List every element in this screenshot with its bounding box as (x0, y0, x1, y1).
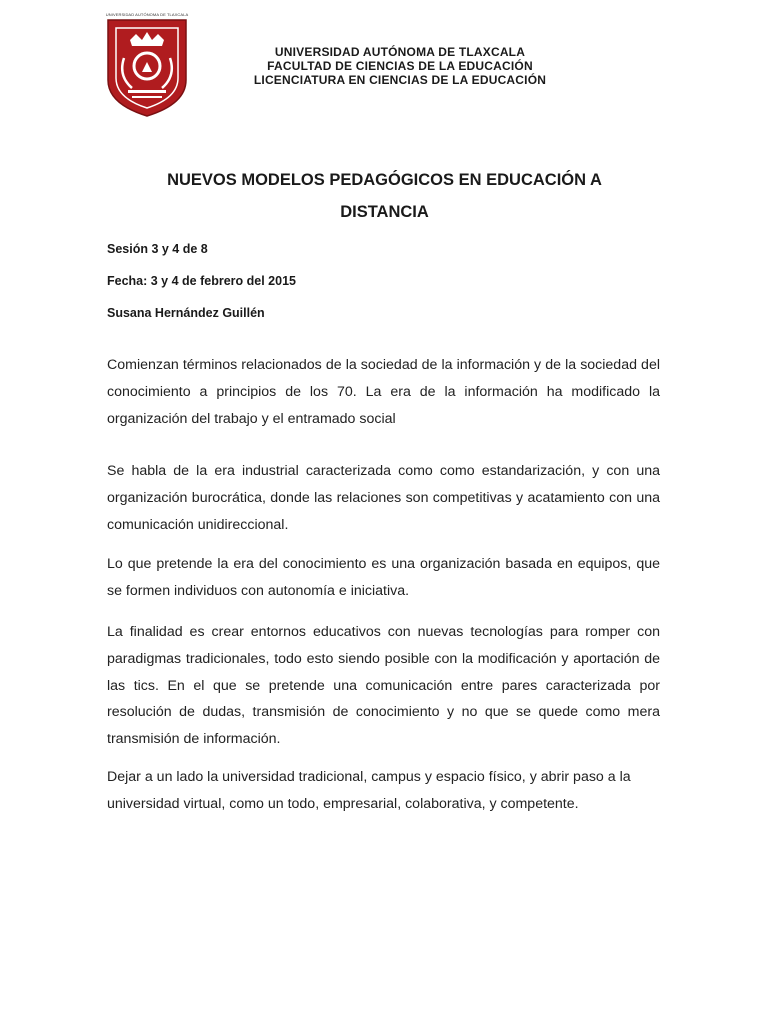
title-line-1: NUEVOS MODELOS PEDAGÓGICOS EN EDUCACIÓN A (167, 171, 602, 189)
paragraph-5: Dejar a un lado la universidad tradicional, campus y espacio físico, y abrir paso a la universidad virtual, como un todo, empresarial, colaborativa, y competente. (107, 769, 631, 812)
paragraph-4: La finalidad es crear entornos educativos con nuevas tecnologías para romper con paradigmas tradicionales, todo esto siendo posible con la modificación y aportación de las tics. En el que se pretende una comunicación entre pares caracterizada por resolución de dudas, transmisión de conocimiento y no que se quede como mera transmisión de información. (107, 624, 660, 748)
author-name: Susana Hernández Guillén (107, 306, 265, 320)
institution-header (200, 45, 600, 87)
header-faculty: FACULTAD DE CIENCIAS DE LA EDUCACIÓN (267, 59, 533, 73)
paragraph-3: Lo que pretende la era del conocimiento es una organización basada en equipos, que se formen individuos con autonomía e iniciativa. (107, 556, 660, 599)
document-title (108, 164, 661, 228)
date-label: Fecha: 3 y 4 de febrero del 2015 (107, 274, 296, 288)
header-degree: LICENCIATURA EN CIENCIAS DE LA EDUCACIÓN (253, 73, 547, 87)
paragraph-1: Comienzan términos relacionados de la sociedad de la información y de la sociedad del conocimiento a principios de los 70. La era de la información ha modificado la organización del trabajo y el entramado social (107, 357, 660, 427)
title-line-2: DISTANCIA (340, 203, 429, 221)
session-label: Sesión 3 y 4 de 8 (107, 242, 208, 256)
university-logo (104, 12, 190, 118)
header-university: UNIVERSIDAD AUTÓNOMA DE TLAXCALA (274, 45, 526, 59)
shield-emblem-icon (106, 18, 188, 118)
logo-caption: UNIVERSIDAD AUTÓNOMA DE TLAXCALA (105, 12, 189, 17)
paragraph-2: Se habla de la era industrial caracterizada como como estandarización, y con una organización burocrática, donde las relaciones son competitivas y acatamiento con una comunicación unidireccional. (107, 463, 660, 533)
